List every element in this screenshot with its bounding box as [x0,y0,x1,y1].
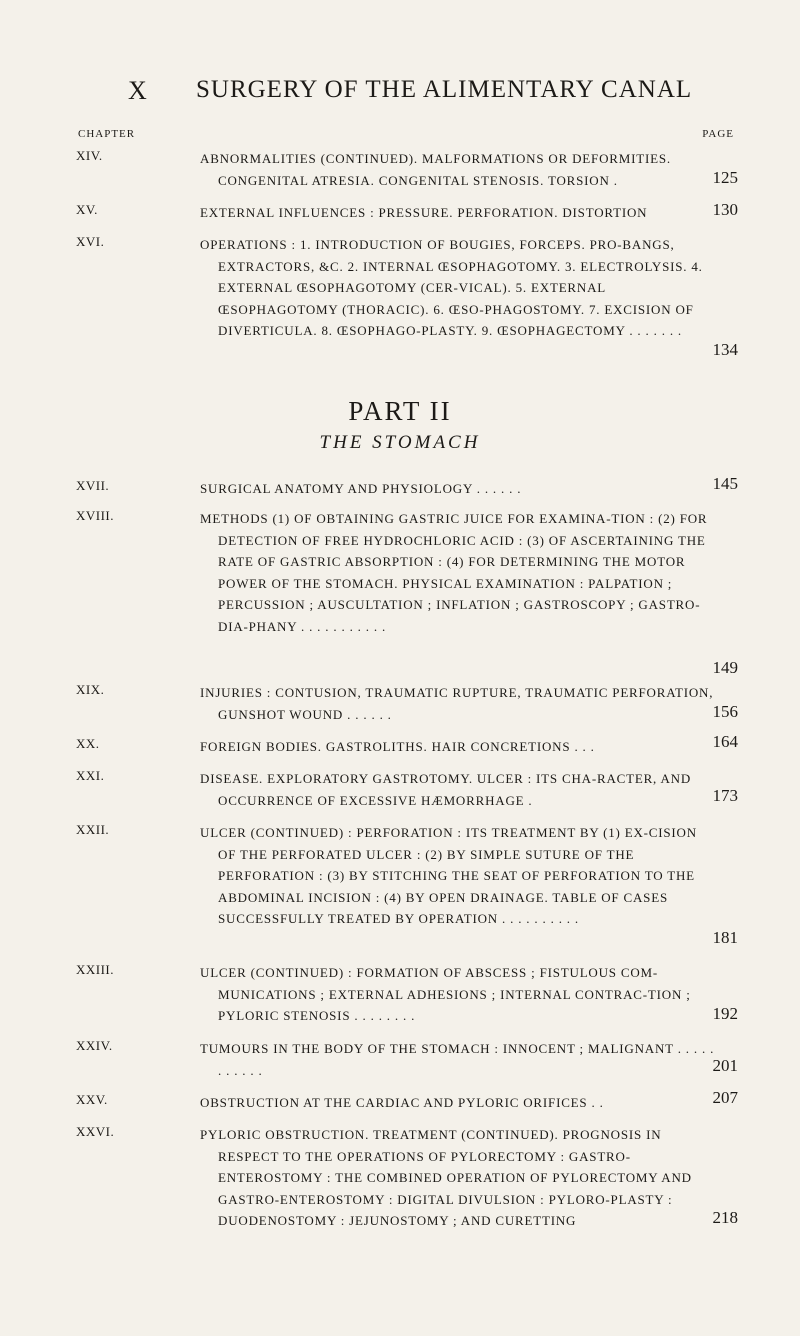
running-head [0,76,800,108]
chapter-description: SURGICAL ANATOMY AND PHYSIOLOGY . . . . . . [200,481,522,496]
column-labels [78,128,734,144]
chapter-description: FOREIGN BODIES. GASTROLITHS. HAIR CONCRETIONS . . . [200,739,595,754]
running-title: SURGERY OF THE ALIMENTARY CANAL [196,76,693,103]
page-number: 218 [712,1208,738,1227]
chapter-number: XVIII. [76,508,115,523]
chapter-number: XIX. [76,682,105,697]
chapter-number: XXII. [76,822,110,837]
part-subheading: THE STOMACH [319,432,481,453]
page-number: 125 [712,168,738,187]
chapter-description: METHODS (1) OF OBTAINING GASTRIC JUICE FOR EXAMINA-TION : (2) FOR DETECTION OF FREE HYDROCHLORIC ACID : (3) OF ASCERTAINING THE RATE OF GASTRIC ABSORPTION : (4) FOR DETERMINING THE MOTOR POWER OF THE STOMACH. PHYSICAL EXAMINATION : PALPATION ; PERCUSSION ; AUSCULTATION ; INFLATION ; GASTROSCOPY ; GASTRO-DIA-PHANY . . . . . . . . . . . [200,511,708,634]
chapter-description: ULCER (CONTINUED) : PERFORATION : ITS TREATMENT BY (1) EX-CISION OF THE PERFORATED ULCER : (2) BY SIMPLE SUTURE OF THE PERFORATION : (3) BY STITCHING THE SEAT OF PERFORATION TO THE ABDOMINAL INCISION : (4) BY OPEN DRAINAGE. TABLE OF CASES SUCCESSFULLY TREATED BY OPERATION . . . . . . . . . . [200,825,697,926]
page-column-label: PAGE [702,128,734,140]
chapter-description: DISEASE. EXPLORATORY GASTROTOMY. ULCER : ITS CHA-RACTER, AND OCCURRENCE OF EXCESSIVE HÆMORRHAGE . [200,771,692,808]
chapter-number: XXIII. [76,962,115,977]
chapter-number: XVI. [76,234,105,249]
page-number: 145 [712,474,738,493]
chapter-column-label: CHAPTER [78,128,136,140]
page-number: 201 [712,1056,738,1075]
chapter-number: XX. [76,736,100,751]
page-number: 192 [712,1004,738,1023]
chapter-description: ULCER (CONTINUED) : FORMATION OF ABSCESS ; FISTULOUS COM-MUNICATIONS ; EXTERNAL ADHESIONS ; INTERNAL CONTRAC-TION ; PYLORIC STENOSIS . . . . . . . . [200,965,691,1023]
page-number: 207 [712,1088,738,1107]
page-number: 134 [712,340,738,359]
chapter-description: OBSTRUCTION AT THE CARDIAC AND PYLORIC ORIFICES . . [200,1095,604,1110]
page-number: 173 [712,786,738,805]
chapter-number: XXVI. [76,1124,115,1139]
chapter-number: XXV. [76,1092,108,1107]
chapter-description: ABNORMALITIES (CONTINUED). MALFORMATIONS OR DEFORMITIES. CONGENITAL ATRESIA. CONGENITAL STENOSIS. TORSION . [200,151,671,188]
chapter-description: OPERATIONS : 1. INTRODUCTION OF BOUGIES, FORCEPS. PRO-BANGS, EXTRACTORS, &C. 2. INTERNAL ŒSOPHAGOTOMY. 3. ELECTROLYSIS. 4. EXTERNAL ŒSOPHAGOTOMY (CER-VICAL). 5. EXTERNAL ŒSOPHAGOTOMY (THORACIC). 6. ŒSO-PHAGOSTOMY. 7. EXCISION OF DIVERTICULA. 8. ŒSOPHAGO-PLASTY. 9. ŒSOPHAGECTOMY . . . . . . . [200,237,703,338]
chapter-number: XIV. [76,148,103,163]
page-number: 149 [712,658,738,677]
page-numeral: X [128,76,147,105]
chapter-number: XXIV. [76,1038,113,1053]
chapter-number: XXI. [76,768,105,783]
part-heading: PART II [348,396,452,426]
chapter-number: XV. [76,202,98,217]
page-number: 164 [712,732,738,751]
chapter-number: XVII. [76,478,110,493]
page-number: 130 [712,200,738,219]
page-number: 156 [712,702,738,721]
page-number: 181 [712,928,738,947]
chapter-description: EXTERNAL INFLUENCES : PRESSURE. PERFORATION. DISTORTION [200,205,648,220]
chapter-description: PYLORIC OBSTRUCTION. TREATMENT (CONTINUED). PROGNOSIS IN RESPECT TO THE OPERATIONS OF PYLORECTOMY : GASTRO-ENTEROSTOMY : THE COMBINED OPERATION OF PYLORECTOMY AND GASTRO-ENTEROSTOMY : DIGITAL DIVULSION : PYLORO-PLASTY : DUODENOSTOMY : JEJUNOSTOMY ; AND CURETTING [200,1127,692,1228]
chapter-description: INJURIES : CONTUSION, TRAUMATIC RUPTURE, TRAUMATIC PERFORATION, GUNSHOT WOUND . . . . . . [200,685,714,722]
chapter-description: TUMOURS IN THE BODY OF THE STOMACH : INNOCENT ; MALIGNANT . . . . . . . . . . . [200,1041,715,1078]
